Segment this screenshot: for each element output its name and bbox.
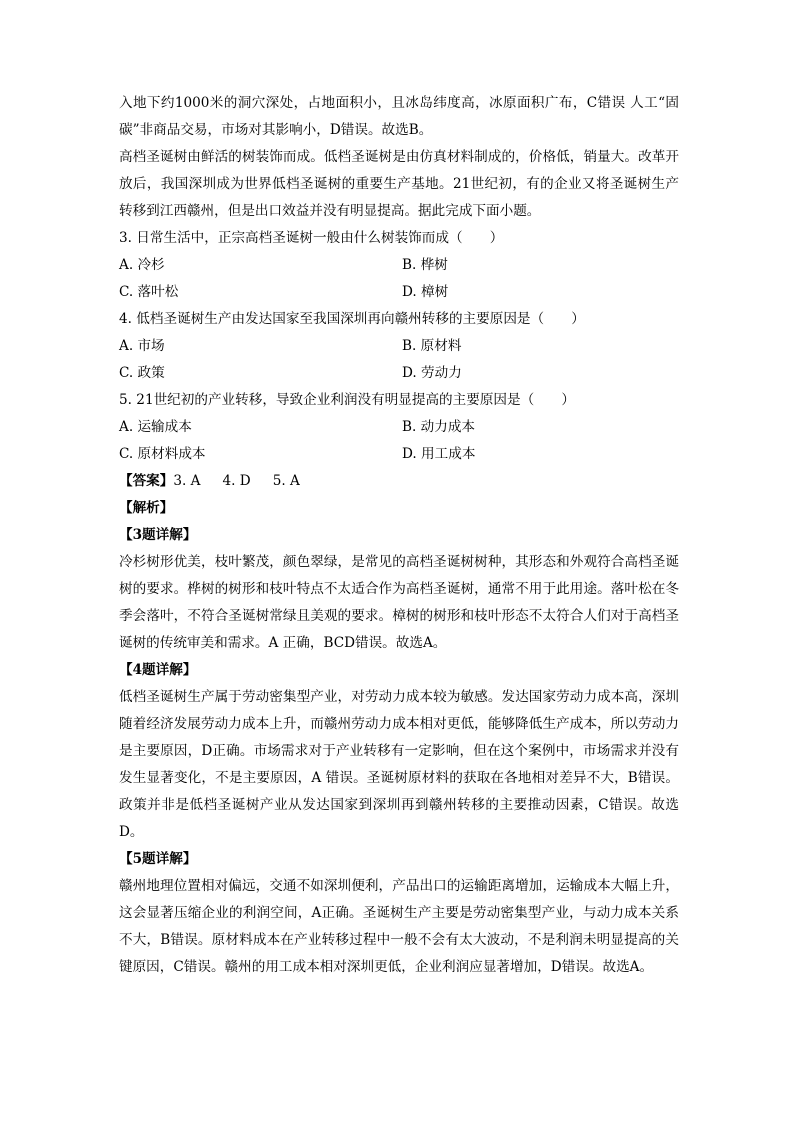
detail-heading-3: 【3题详解】	[119, 527, 197, 543]
option-d: D. 樟树	[402, 284, 449, 300]
question-stem: 3. 日常生活中，正宗高档圣诞树一般由什么树装饰而成（ ）	[119, 230, 504, 246]
answer-label: 【答案】	[119, 473, 174, 489]
question-5	[119, 387, 679, 468]
answer-item: 3. A	[173, 473, 201, 489]
answer-line	[119, 468, 679, 495]
option-b: B. 桦树	[402, 257, 448, 273]
option-c: C. 落叶松	[119, 284, 179, 300]
detail-text-3: 冷杉树形优美，枝叶繁茂，颜色翠绿，是常见的高档圣诞树树种，其形态和外观符合高档圣诞树的要求。桦树的树形和枝叶特点不太适合作为高档圣诞树，通常不用于此用途。落叶松在冬季会落叶，不符合圣诞树常绿且美观的要求。樟树的树形和枝叶形态不太符合人们对于高档圣诞树的传统审美和需求。A 正确，BCD错误。故选A。	[119, 554, 679, 651]
question-stem: 4. 低档圣诞树生产由发达国家至我国深圳再向赣州转移的主要原因是（ ）	[119, 311, 585, 327]
option-d: D. 劳动力	[402, 365, 462, 381]
detail-text-4: 低档圣诞树生产属于劳动密集型产业，对劳动力成本较为敏感。发达国家劳动力成本高，深圳随着经济发展劳动力成本上升，而赣州劳动力成本相对更低，能够降低生产成本，所以劳动力是主要原因，D正确。市场需求对于产业转移有一定影响，但在这个案例中，市场需求并没有发生显著变化，不是主要原因，A 错误。圣诞树原材料的获取在各地相对差异不大，B错误。政策并非是低档圣诞树产业从发达国家到深圳再到赣州转移的主要推动因素，C错误。故选D。	[119, 689, 679, 840]
option-c: C. 政策	[119, 365, 165, 381]
option-c: C. 原材料成本	[119, 446, 206, 462]
option-d: D. 用工成本	[402, 446, 476, 462]
question-stem: 5. 21世纪初的产业转移，导致企业利润没有明显提高的主要原因是（ ）	[119, 392, 575, 408]
option-grid	[119, 333, 679, 387]
option-grid	[119, 252, 679, 306]
option-b: B. 原材料	[402, 338, 462, 354]
option-a: A. 运输成本	[119, 419, 192, 435]
previous-explanation-tail: 入地下约1000米的洞穴深处，占地面积小，且冰岛纬度高，冰原面积广布，C错误 人工“固碳”非商品交易，市场对其影响小，D错误。故选B。	[119, 95, 679, 138]
option-a: A. 冷杉	[119, 257, 165, 273]
detail-text-5: 赣州地理位置相对偏远，交通不如深圳便利，产品出口的运输距离增加，运输成本大幅上升，这会显著压缩企业的利润空间，A正确。圣诞树生产主要是劳动密集型产业，与动力成本关系不大，B错误。原材料成本在产业转移过程中一般不会有太大波动，不是利润未明显提高的关键原因，C错误。赣州的用工成本相对深圳更低，企业利润应显著增加，D错误。故选A。	[119, 878, 679, 975]
option-grid	[119, 414, 679, 468]
answer-item: 4. D	[222, 473, 251, 489]
document-page	[119, 90, 679, 981]
detail-heading-4: 【4题详解】	[119, 662, 197, 678]
analysis-label: 【解析】	[119, 500, 174, 516]
option-a: A. 市场	[119, 338, 165, 354]
answer-item: 5. A	[272, 473, 300, 489]
detail-heading-5: 【5题详解】	[119, 851, 197, 867]
question-4	[119, 306, 679, 387]
question-3	[119, 225, 679, 306]
question-material: 高档圣诞树由鲜活的树装饰而成。低档圣诞树是由仿真材料制成的，价格低，销量大。改革开放后，我国深圳成为世界低档圣诞树的重要生产基地。21世纪初，有的企业又将圣诞树生产转移到江西赣州，但是出口效益并没有明显提高。据此完成下面小题。	[119, 149, 679, 219]
option-b: B. 动力成本	[402, 419, 476, 435]
